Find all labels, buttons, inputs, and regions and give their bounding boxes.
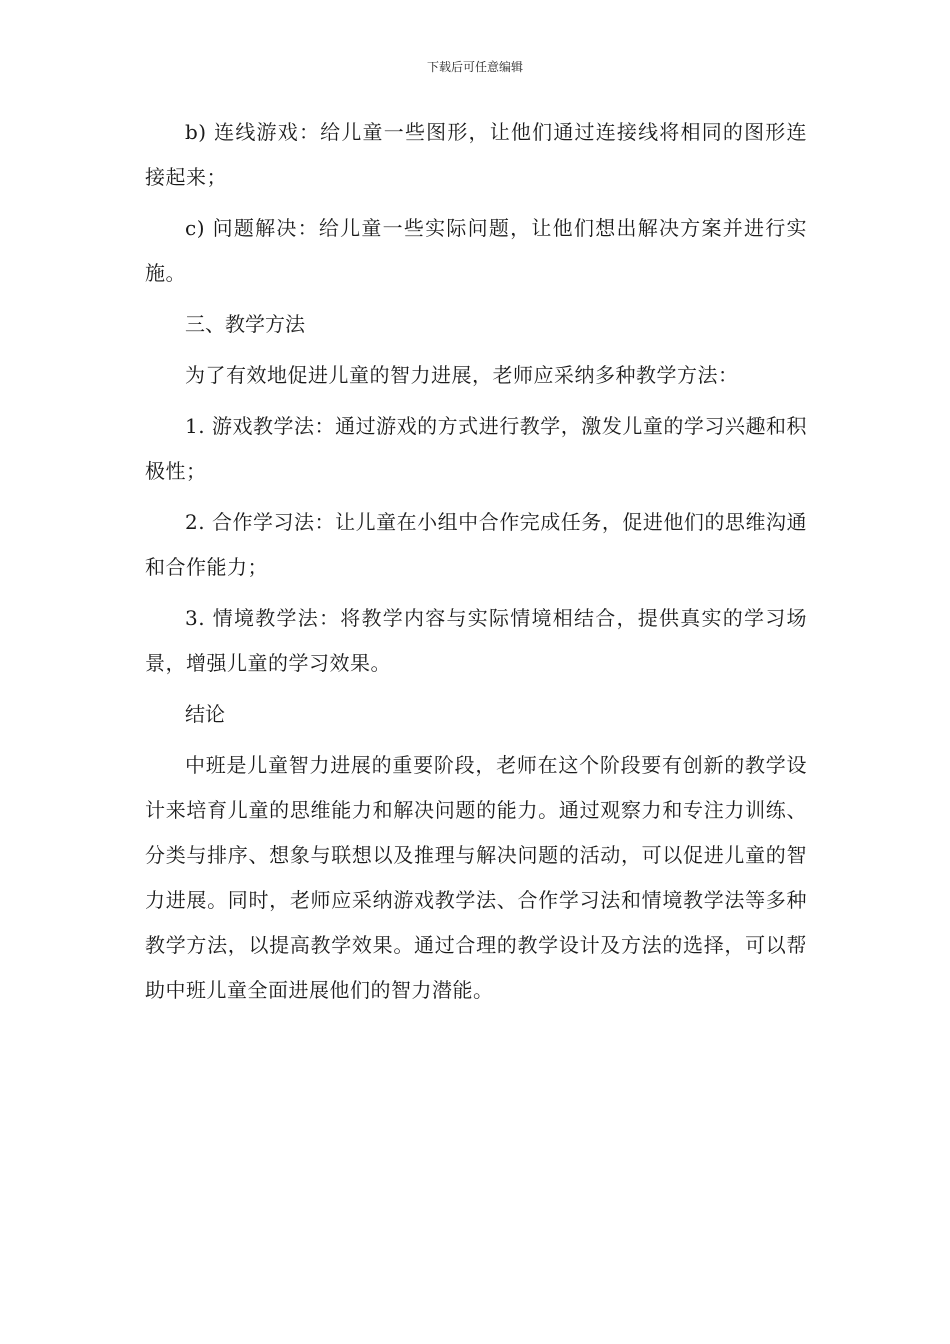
method-3-paragraph: 3. 情境教学法：将教学内容与实际情境相结合，提供真实的学习场景，增强儿童的学习效果。 xyxy=(145,606,807,675)
activity-b-paragraph: b) 连线游戏：给儿童一些图形，让他们通过连接线将相同的图形连接起来； xyxy=(145,120,807,189)
method-2-paragraph: 2. 合作学习法：让儿童在小组中合作完成任务，促进他们的思维沟通和合作能力； xyxy=(145,510,807,579)
activity-c-paragraph: c) 问题解决：给儿童一些实际问题，让他们想出解决方案并进行实施。 xyxy=(145,216,807,285)
method-1-paragraph: 1. 游戏教学法：通过游戏的方式进行教学，激发儿童的学习兴趣和积极性； xyxy=(145,414,807,483)
conclusion-title: 结论 xyxy=(185,702,225,726)
document-body xyxy=(145,110,807,1019)
conclusion-paragraph: 中班是儿童智力进展的重要阶段，老师在这个阶段要有创新的教学设计来培育儿童的思维能力和解决问题的能力。通过观察力和专注力训练、分类与排序、想象与联想以及推理与解决问题的活动，可以促进儿童的智力进展。同时，老师应采纳游戏教学法、合作学习法和情境教学法等多种教学方法，以提高教学效果。通过合理的教学设计及方法的选择，可以帮助中班儿童全面进展他们的智力潜能。 xyxy=(145,753,807,1002)
methods-intro-paragraph: 为了有效地促进儿童的智力进展，老师应采纳多种教学方法： xyxy=(185,363,739,387)
section-title: 三、教学方法 xyxy=(185,312,305,336)
page-header-note: 下载后可任意编辑 xyxy=(426,60,523,74)
